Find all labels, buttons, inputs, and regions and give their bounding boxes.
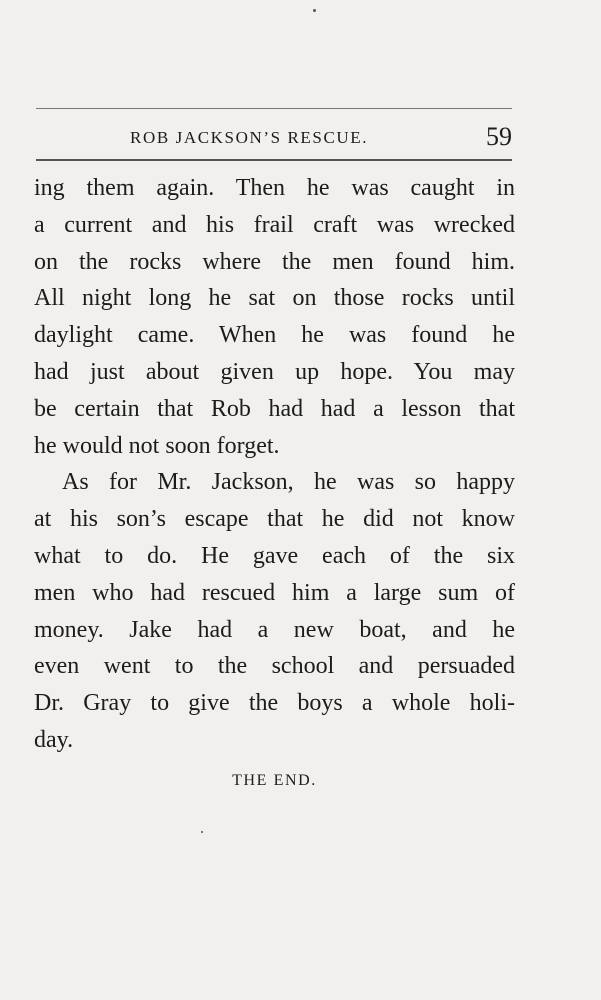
text-line: day. (34, 726, 74, 753)
text-line: a current and his frail craft was wrecked (34, 211, 515, 238)
paper-speck (313, 9, 316, 12)
text-line: be certain that Rob had had a lesson that (34, 395, 515, 422)
paragraph (34, 170, 515, 464)
running-head (36, 122, 512, 152)
header-rule-top (36, 108, 512, 109)
text-line: men who had rescued him a large sum of (34, 579, 515, 606)
text-line: had just about given up hope. You may (34, 358, 515, 385)
text-line: money. Jake had a new boat, and he (34, 616, 515, 643)
text-line: he would not soon forget. (34, 432, 280, 459)
body-text (34, 170, 515, 759)
text-line: As for Mr. Jackson, he was so happy (62, 469, 515, 496)
text-line: what to do. He gave each of the six (34, 542, 515, 569)
paragraph (34, 464, 515, 758)
text-line: All night long he sat on those rocks until (34, 285, 515, 312)
paper-speck (201, 831, 203, 833)
text-line: Dr. Gray to give the boys a whole holi- (34, 690, 515, 717)
header-rule-bottom (36, 159, 512, 161)
page-number: 59 (486, 122, 512, 151)
text-line: daylight came. When he was found he (34, 322, 515, 349)
text-line: ing them again. Then he was caught in (34, 175, 515, 201)
text-line: even went to the school and persuaded (34, 653, 515, 680)
running-title: ROB JACKSON’S RESCUE. (130, 128, 369, 147)
text-line: on the rocks where the men found him. (34, 248, 515, 275)
end-mark: THE END. (232, 772, 317, 789)
text-line: at his son’s escape that he did not know (34, 506, 515, 533)
